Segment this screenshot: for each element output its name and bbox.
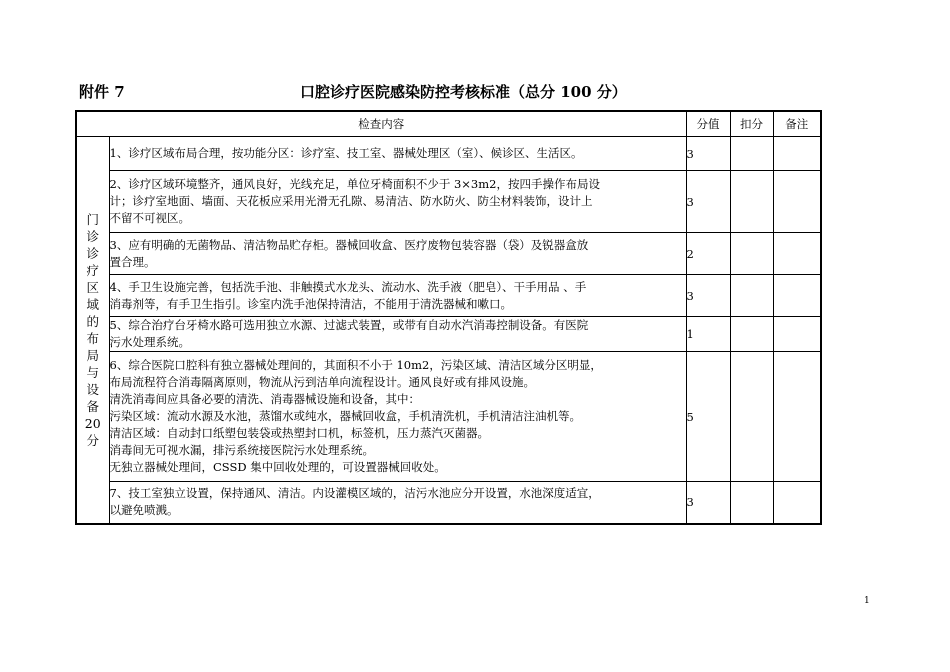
score-cell: 2 — [686, 233, 730, 275]
assessment-table — [75, 110, 822, 525]
content-line: 清洗消毒间应具备必要的清洗、消毒器械设施和设备，其中： — [109, 392, 420, 406]
header-deduct: 扣分 — [730, 111, 773, 137]
content-cell — [109, 482, 686, 524]
category-char: 区 — [86, 279, 99, 295]
content-cell — [109, 137, 686, 171]
category-cell — [76, 137, 109, 524]
table-header-row — [76, 111, 821, 137]
category-char: 域 — [86, 296, 99, 312]
content-line: 4、手卫生设施完善，包括洗手池、非触摸式水龙头、流动水、洗手液（肥皂）、干手用品 、手 — [109, 279, 587, 294]
category-char: 设 — [86, 381, 99, 397]
content-line: 5、综合治疗台牙椅水路可选用独立水源、过滤式装置，或带有自动水汽消毒控制设备。有医院 — [109, 318, 589, 332]
content-line: 布局流程符合消毒隔离原则，物流从污到洁单向流程设计。通风良好或有排风设施。 — [109, 375, 535, 389]
score-cell: 3 — [686, 171, 730, 233]
table-row — [76, 275, 821, 317]
content-line: 消毒间无可视水漏，排污系统接医院污水处理系统。 — [109, 443, 374, 457]
remark-cell[interactable] — [773, 233, 821, 275]
content-cell — [109, 275, 686, 317]
deduct-cell[interactable] — [730, 137, 773, 171]
table-row — [76, 317, 821, 352]
attachment-label: 附件 7 — [79, 83, 125, 101]
content-line: 污水处理系统。 — [109, 335, 190, 349]
content-line: 无独立器械处理间，CSSD 集中回收处理的，可设置器械回收处。 — [109, 460, 446, 474]
table-row — [76, 171, 821, 233]
category-char: 的 — [86, 313, 99, 329]
content-cell — [109, 352, 686, 482]
header-content: 检查内容 — [76, 111, 686, 137]
category-char: 诊 — [86, 228, 99, 244]
remark-cell[interactable] — [773, 275, 821, 317]
content-cell — [109, 171, 686, 233]
deduct-cell[interactable] — [730, 317, 773, 352]
score-cell: 3 — [686, 482, 730, 524]
content-line: 不留不可视区。 — [109, 211, 190, 225]
score-cell: 5 — [686, 352, 730, 482]
deduct-cell[interactable] — [730, 275, 773, 317]
table-row — [76, 482, 821, 524]
content-line: 7、技工室独立设置，保持通风、清洁。内设灌模区域的，洁污水池应分开设置，水池深度适宜， — [109, 486, 600, 501]
content-line: 置合理。 — [109, 254, 156, 269]
content-line: 1、诊疗区域布局合理，按功能分区：诊疗室、技工室、器械处理区（室）、候诊区、生活区。 — [109, 146, 583, 160]
remark-cell[interactable] — [773, 317, 821, 352]
remark-cell[interactable] — [773, 482, 821, 524]
content-line: 污染区域：流动水源及水池，蒸馏水或纯水，器械回收盒，手机清洗机，手机清洁注油机等。 — [109, 409, 581, 423]
content-line: 计；诊疗室地面、墙面、天花板应采用光滑无孔隙、易清洁、防水防火、防尘材料装饰，设计上 — [109, 194, 593, 208]
table-row — [76, 137, 821, 171]
deduct-cell[interactable] — [730, 233, 773, 275]
page-number: 1 — [864, 596, 870, 606]
category-char: 与 — [86, 364, 99, 380]
content-line: 3、应有明确的无菌物品、清洁物品贮存柜。器械回收盒、医疗废物包装容器（袋）及锐器盒放 — [109, 237, 589, 252]
table-row — [76, 352, 821, 482]
table-row — [76, 233, 821, 275]
header-score: 分值 — [686, 111, 730, 137]
content-cell — [109, 317, 686, 352]
score-cell: 1 — [686, 317, 730, 352]
category-char: 局 — [86, 347, 99, 363]
content-line: 以避免喷溅。 — [109, 503, 179, 518]
content-line: 6、综合医院口腔科有独立器械处理间的，其面积不小于 10m2，污染区域、清洁区域分区明显， — [109, 358, 602, 372]
content-line: 消毒剂等，有手卫生指引。诊室内洗手池保持清洁，不能用于清洗器械和嗽口。 — [109, 296, 512, 311]
content-line: 2、诊疗区域环境整齐，通风良好，光线充足，单位牙椅面积不少于 3×3m2，按四手操作布局设 — [109, 177, 600, 191]
category-char: 备 — [86, 398, 99, 414]
header-remark: 备注 — [773, 111, 821, 137]
category-char: 分 — [86, 432, 99, 448]
category-char: 疗 — [86, 262, 99, 278]
deduct-cell[interactable] — [730, 171, 773, 233]
score-cell: 3 — [686, 137, 730, 171]
remark-cell[interactable] — [773, 352, 821, 482]
score-cell: 3 — [686, 275, 730, 317]
content-cell — [109, 233, 686, 275]
deduct-cell[interactable] — [730, 482, 773, 524]
category-char: 布 — [86, 330, 99, 346]
document-title: 口腔诊疗医院感染防控考核标准（总分 100 分） — [300, 83, 627, 101]
category-char: 20 — [84, 415, 101, 431]
category-char: 诊 — [86, 245, 99, 261]
deduct-cell[interactable] — [730, 352, 773, 482]
content-line: 清洁区域：自动封口纸塑包装袋或热塑封口机，标签机，压力蒸汽灭菌器。 — [109, 426, 489, 440]
remark-cell[interactable] — [773, 137, 821, 171]
remark-cell[interactable] — [773, 171, 821, 233]
category-char: 门 — [86, 211, 99, 227]
